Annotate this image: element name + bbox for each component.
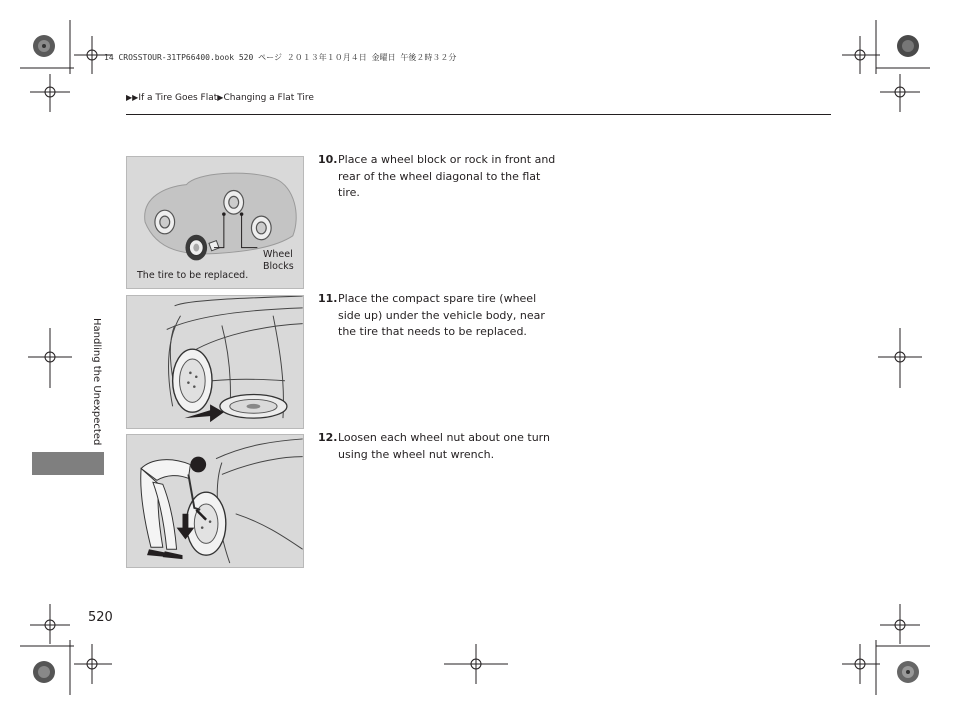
figure-spare-tire-placement (126, 295, 304, 429)
figure-wheel-blocks (126, 156, 304, 289)
spare-tire-illustration (127, 296, 303, 428)
breadcrumb-level1[interactable]: If a Tire Goes Flat (138, 93, 218, 103)
breadcrumb-arrow-icon: ▶ (217, 93, 224, 102)
breadcrumb-level2[interactable]: Changing a Flat Tire (223, 93, 314, 103)
page-number: 520 (88, 610, 113, 625)
print-header: 14 CROSSTOUR-31TP66400.book 520 ページ ２０１３年１０月４日 金曜日 午後２時３２分 (104, 53, 457, 62)
figure-loosen-wheel-nuts (126, 434, 304, 568)
step-10 (318, 152, 558, 202)
breadcrumb (126, 93, 314, 103)
step-number: 12. (318, 431, 338, 444)
step-text: Loosen each wheel nut about one turn using the wheel nut wrench. (338, 431, 550, 461)
callout-wheel-blocks: Wheel Blocks (263, 249, 294, 272)
side-section-label: Handling the Unexpected (91, 318, 102, 446)
side-section-tab (32, 452, 104, 475)
loosen-nuts-illustration (127, 435, 303, 567)
breadcrumb-arrow-icon: ▶▶ (126, 93, 139, 102)
step-number: 11. (318, 292, 338, 305)
step-12 (318, 430, 558, 463)
callout-tire-to-replace: The tire to be replaced. (137, 270, 249, 281)
step-number: 10. (318, 153, 338, 166)
step-text: Place a wheel block or rock in front and rear of the wheel diagonal to the flat tire. (338, 153, 556, 199)
step-text: Place the compact spare tire (wheel side up) under the vehicle body, near the tire that needs to be replaced. (338, 292, 545, 338)
step-11 (318, 291, 558, 341)
header-rule (126, 114, 831, 115)
